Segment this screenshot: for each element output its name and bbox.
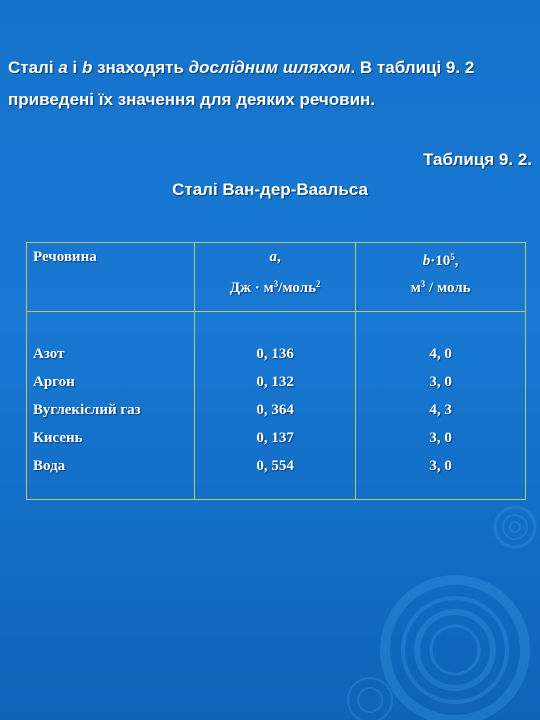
intro-paragraph [8,52,528,116]
b-column [356,312,526,500]
substance-cell: Кисень [33,430,83,446]
header-b-exp: 5 [450,252,455,262]
header-a [195,243,356,312]
header-a-symbol: a [269,249,278,265]
a-unit-exp: 3 [273,279,279,289]
table-title: Сталі Ван-дер-Ваальса [172,180,368,199]
substance-cell: Азот [33,346,65,362]
table-header-row [27,243,526,312]
a-value-cell: 0, 132 [256,374,294,390]
header-a-unit [195,269,355,299]
substance-cell: Аргон [33,374,75,390]
header-b-title [356,245,525,269]
intro-emphasis: дослідним шляхом [188,58,351,77]
header-substance-label: Речовина [33,249,97,265]
a-unit-tail-exp: 2 [316,279,321,289]
header-a-comma: , [277,249,281,265]
a-value-cell: 0, 554 [256,458,294,474]
b-value-cell: 3, 0 [429,458,452,474]
header-b [356,243,526,312]
a-unit-tail: /моль [278,280,317,296]
b-unit-tail: / моль [425,280,471,296]
substance-cell: Вода [33,458,66,474]
b-value-cell: 4, 0 [429,346,452,362]
intro-text-4: . В таблиці 9. 2 приведені їх значення для деяких речовин. [8,58,475,109]
b-value-cell: 3, 0 [429,374,452,390]
constants-table [26,242,526,500]
a-value-cell: 0, 364 [256,402,294,418]
a-value-cell: 0, 136 [256,346,294,362]
b-value-cell: 4, 3 [429,402,452,418]
var-b: b [81,58,93,77]
b-unit-main: м [410,280,421,296]
header-b-mult: ·10 [430,253,451,269]
substance-column [27,312,195,500]
var-a: a [58,58,68,77]
b-unit-exp: 3 [420,279,426,289]
header-b-symbol: b [422,253,431,269]
intro-text-1: Сталі [8,58,59,77]
header-substance [27,243,195,312]
a-value-cell: 0, 137 [256,430,294,446]
a-unit-main: Дж · м [229,280,274,296]
header-b-unit [356,269,525,299]
table-body-row [27,312,526,500]
intro-text-2: і [67,58,82,77]
header-b-comma: , [454,253,459,269]
a-column [195,312,356,500]
b-value-cell: 3, 0 [429,430,452,446]
substance-cell: Вуглекіслий газ [33,402,141,418]
intro-text-3: знаходять [92,58,189,77]
table-number: Таблиця 9. 2. [423,150,532,169]
header-a-title [195,245,355,269]
